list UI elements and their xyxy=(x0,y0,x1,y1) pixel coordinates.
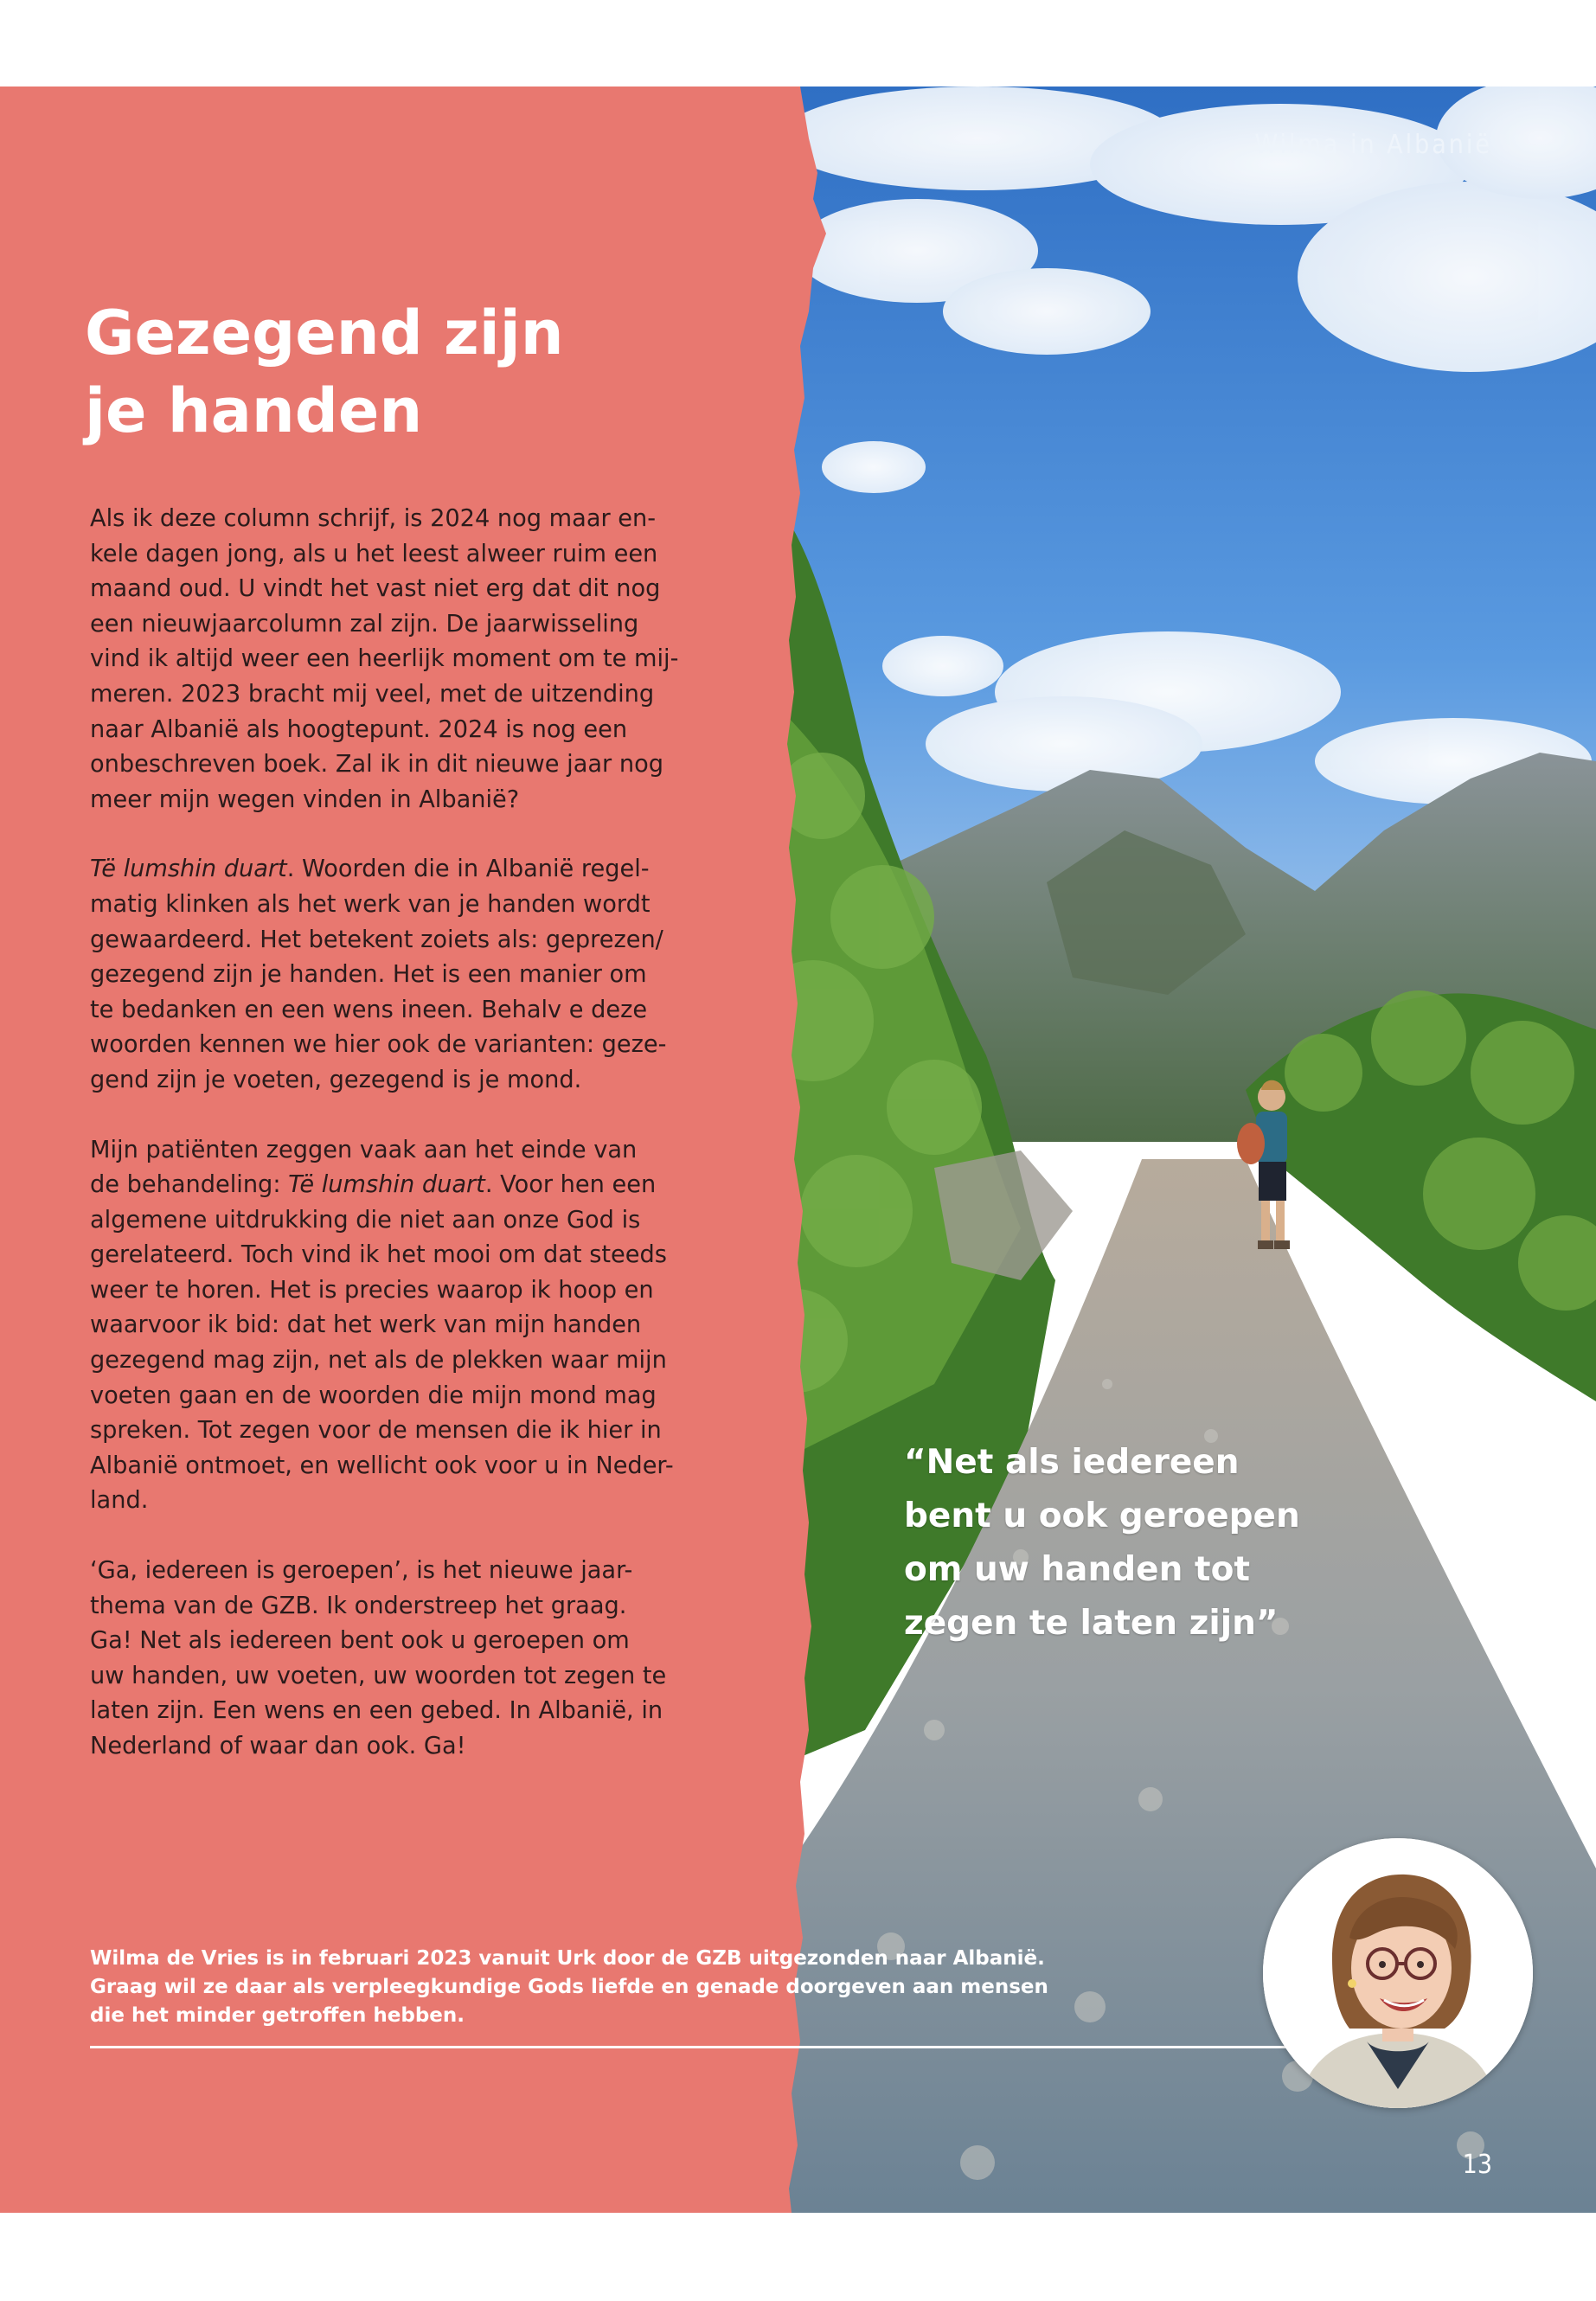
body-line: spreken. Tot zegen voor de mensen die ik hier in xyxy=(90,1417,662,1445)
author-bio xyxy=(90,1945,1284,2030)
body-line: de behandeling: Të lumshin duart. Voor hen een xyxy=(90,1171,657,1199)
body-line: land. xyxy=(90,1487,149,1515)
body-line: gezegend zijn je handen. Het is een manier om xyxy=(90,961,647,989)
body-line: voeten gaan en de woorden die mijn mond mag xyxy=(90,1381,657,1409)
article-title xyxy=(85,294,742,450)
author-bio-line: Wilma de Vries is in februari 2023 vanuit Urk door de GZB uitgezonden naar Albanië. xyxy=(90,1947,1045,1970)
pull-quote-line: om uw handen tot xyxy=(904,1550,1251,1589)
body-line: matig klinken als het werk van je handen wordt xyxy=(90,890,651,918)
body-line: vind ik altijd weer een heerlijk moment om te mij- xyxy=(90,645,679,673)
body-line: thema van de GZB. Ik onderstreep het graag. xyxy=(90,1592,627,1619)
body-line: naar Albanië als hoogtepunt. 2024 is nog een xyxy=(90,715,628,743)
body-line: weer te horen. Het is precies waarop ik hoop en xyxy=(90,1276,654,1304)
body-line: Nederland of waar dan ook. Ga! xyxy=(90,1733,466,1759)
body-line: te bedanken en een wens ineen. Behalv e deze xyxy=(90,996,648,1023)
divider-rule xyxy=(90,2046,1301,2048)
page-number: 13 xyxy=(1462,2150,1492,2180)
body-line: laten zijn. Een wens en een gebed. In Albanië, in xyxy=(90,1697,663,1725)
body-line: Mijn patiënten zeggen vaak aan het einde van xyxy=(90,1136,638,1163)
body-line: maand oud. U vindt het vast niet erg dat dit nog xyxy=(90,575,661,603)
body-line: een nieuwjaarcolumn zal zijn. De jaarwisseling xyxy=(90,610,639,638)
author-bio-line: die het minder getroffen hebben. xyxy=(90,2004,465,2027)
body-line: algemene uitdrukking die niet aan onze God is xyxy=(90,1206,641,1234)
paragraph-3 xyxy=(90,1133,695,1520)
article-body xyxy=(90,502,695,1799)
body-line: onbeschreven boek. Zal ik in dit nieuwe jaar nog xyxy=(90,751,663,779)
paragraph-1 xyxy=(90,502,695,817)
body-line: Als ik deze column schrijf, is 2024 nog maar en- xyxy=(90,505,657,532)
body-line: uw handen, uw voeten, uw woorden tot zegen te xyxy=(90,1662,667,1689)
title-line: Gezegend zijn xyxy=(85,298,564,369)
pull-quote-line: “Net als iedereen xyxy=(904,1443,1240,1482)
pull-quote-line: bent u ook geroepen xyxy=(904,1497,1300,1535)
body-line: gewaardeerd. Het betekent zoiets als: geprezen/ xyxy=(90,926,663,953)
caricature-illustration xyxy=(1263,1838,1533,2108)
paragraph-4 xyxy=(90,1554,695,1765)
magazine-page xyxy=(0,87,1596,2213)
body-line: kele dagen jong, als u het leest alweer ruim een xyxy=(90,540,658,567)
title-line: je handen xyxy=(85,375,423,446)
body-line: waarvoor ik bid: dat het werk van mijn handen xyxy=(90,1311,642,1339)
body-line: meren. 2023 bracht mij veel, met de uitzending xyxy=(90,680,655,708)
body-line: Të lumshin duart. Woorden die in Albanië regel- xyxy=(90,856,650,883)
pull-quote-line: zegen te laten zijn” xyxy=(904,1604,1279,1643)
body-line: ‘Ga, iedereen is geroepen’, is het nieuwe jaar- xyxy=(90,1557,633,1585)
author-bio-line: Graag wil ze daar als verpleegkundige Gods liefde en genade doorgeven aan mensen xyxy=(90,1976,1048,1998)
body-line: Albanië ontmoet, en wellicht ook voor u in Neder- xyxy=(90,1452,674,1479)
body-line: gezegend mag zijn, net als de plekken waar mijn xyxy=(90,1347,667,1375)
body-line: gend zijn je voeten, gezegend is je mond. xyxy=(90,1066,582,1093)
pull-quote xyxy=(904,1436,1388,1650)
running-head: Wilma in Albanië xyxy=(1254,130,1492,160)
author-avatar xyxy=(1263,1838,1533,2108)
body-line: Ga! Net als iedereen bent ook u geroepen om xyxy=(90,1627,630,1655)
body-line: meer mijn wegen vinden in Albanië? xyxy=(90,785,520,813)
body-line: gerelateerd. Toch vind ik het mooi om dat steeds xyxy=(90,1241,667,1269)
body-line: woorden kennen we hier ook de varianten: geze- xyxy=(90,1031,667,1059)
paragraph-2 xyxy=(90,852,695,1098)
